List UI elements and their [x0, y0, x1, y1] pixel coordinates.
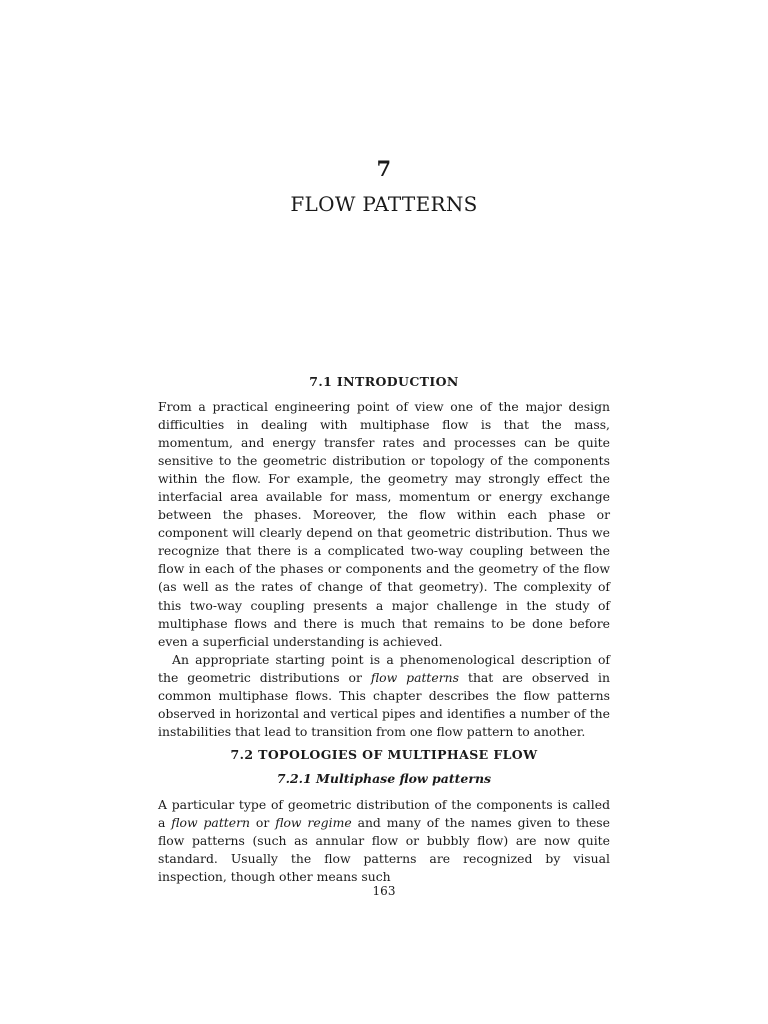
page-number: 163	[372, 884, 396, 898]
chapter-title: FLOW PATTERNS	[290, 192, 478, 216]
subsection-heading-flow-patterns: 7.2.1 Multiphase flow patterns	[276, 771, 492, 786]
introduction-paragraph-2	[158, 651, 610, 741]
emphasis-flow-patterns: flow patterns	[370, 669, 460, 685]
section-heading-introduction: 7.1 INTRODUCTION	[309, 374, 459, 389]
text-run: A particular type of geometric distribution of the components is called a	[158, 797, 610, 831]
section-heading-topologies: 7.2 TOPOLOGIES OF MULTIPHASE FLOW	[230, 747, 538, 762]
introduction-paragraph-1: From a practical engineering point of view one of the major design difficulties in dealing with multiphase flow is that the mass, momentum, and energy transfer rates and processes can be quite sensitive to the geometric distribution or topology of the components within the flow. For example, the geometry may strongly effect the interfacial area available for mass, momentum or energy exchange between the phases. Moreover, the flow within each phase or component will clearly depend on that geometric distribution. Thus we recognize that there is a complicated two-way coupling between the flow in each of the phases or components and the geometry of the flow (as well as the rates of change of that geometry). The complexity of this two-way coupling presents a major challenge in the study of multiphase flows and there is much that remains to be done before even a superficial understanding is achieved.	[158, 399, 610, 649]
text-run: or	[250, 815, 276, 831]
emphasis-flow-regime: flow regime	[275, 815, 352, 831]
text-run: that are observed in common multiphase flows. This chapter describes the flow patterns observed in horizontal and vertical pipes and identifies a number of the instabilities that lead to transition from one flow pattern to another.	[158, 669, 610, 739]
introduction-body	[158, 398, 610, 741]
topologies-body	[158, 796, 610, 886]
chapter-number: 7	[376, 156, 392, 181]
text-run: and many of the names given to these flow patterns (such as annular flow or bubbly flow) are now quite standard. Usually the flow patterns are recognized by visual inspection, though other means such	[158, 815, 610, 885]
text-run: An appropriate starting point is a phenomenological description of the geometric distributions or	[158, 651, 610, 685]
emphasis-flow-pattern: flow pattern	[171, 815, 251, 831]
topologies-paragraph-1	[158, 796, 610, 886]
